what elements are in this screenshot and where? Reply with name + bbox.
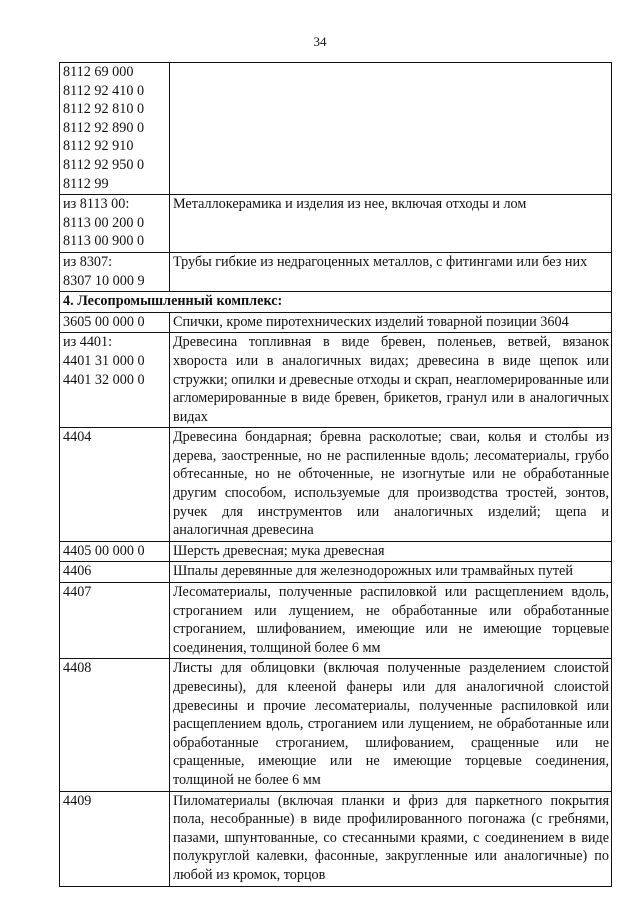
commodity-code: 4407	[63, 584, 92, 601]
description-cell: Трубы гибкие из недрагоценных металлов, с фитингами или без них	[170, 252, 612, 291]
table-row	[60, 312, 612, 333]
commodity-code: 8112 99	[63, 175, 109, 192]
commodity-code: 4408	[63, 660, 92, 677]
table-row	[60, 659, 612, 791]
section-heading: 4. Лесопромышленный комплекс:	[60, 292, 612, 313]
table-row	[60, 292, 612, 313]
commodity-code: 4409	[63, 792, 92, 809]
commodity-code: 4406	[63, 563, 92, 580]
table-row	[60, 541, 612, 562]
table-body	[60, 63, 612, 887]
commodity-code: 8113 00 200 0	[63, 214, 145, 231]
code-cell	[60, 791, 170, 886]
description-cell: Пиломатериалы (включая планки и фриз для паркетного покрытия пола, несобранные) в виде профилированного погонажа (с гребнями, пазами, шпунтованные, со стесанными краями, с соединением в виде полукруглой калевки, фасонные, закругленные или аналогичные) по любой из кромок, торцов	[170, 791, 612, 886]
table-row	[60, 791, 612, 886]
code-cell	[60, 583, 170, 659]
page-number: 34	[313, 34, 327, 49]
table-row	[60, 583, 612, 659]
code-cell	[60, 312, 170, 333]
commodity-code-table	[59, 62, 612, 887]
code-cell	[60, 252, 170, 291]
commodity-code: 8112 92 410 0	[63, 82, 145, 99]
table-row	[60, 562, 612, 583]
code-cell	[60, 195, 170, 253]
code-cell	[60, 428, 170, 542]
description-cell: Листы для облицовки (включая полученные разделением слоистой древесины), для клееной фанеры или для аналогичной слоистой древесины и прочие лесоматериалы, полученные распиловкой или расщеплением вдоль, строганием или лущением, не обработанные или обработанные строганием, шлифованием, сращенные или не сращенные, имеющие или не имеющие торцевые соединения, толщиной не более 6 мм	[170, 659, 612, 791]
commodity-code: 8112 92 810 0	[63, 101, 145, 118]
commodity-code: 8112 92 950 0	[63, 156, 145, 173]
code-cell	[60, 659, 170, 791]
description-cell: Древесина бондарная; бревна расколотые; сваи, колья и столбы из дерева, заостренные, но не распиленные вдоль; лесоматериалы, грубо обтесанные, но не обточенные, не изогнутые или не обработанные другим способом, используемые для производства тростей, зонтов, ручек для инструментов или аналогичных изделий; щепа и аналогичная древесина	[170, 428, 612, 542]
commodity-code: 8112 92 910	[63, 138, 134, 155]
commodity-code: из 4401:	[63, 334, 113, 351]
commodity-code: 4404	[63, 429, 92, 446]
description-cell: Металлокерамика и изделия из нее, включая отходы и лом	[170, 195, 612, 253]
description-cell: Древесина топливная в виде бревен, поленьев, ветвей, вязанок хвороста или в аналогичных видах; древесина в виде щепок или стружки; опилки и древесные отходы и скрап, неагломерированные или агломерированные в виде бревен, брикетов, гранул или в аналогичных видах	[170, 333, 612, 428]
table-row	[60, 428, 612, 542]
description-cell: Лесоматериалы, полученные распиловкой или расщеплением вдоль, строганием или лущением, не обработанные или обработанные строганием, шлифованием, имеющие или не имеющие торцевые соединения, толщиной более 6 мм	[170, 583, 612, 659]
code-cell	[60, 333, 170, 428]
commodity-code: 4401 31 000 0	[63, 352, 145, 369]
code-cell	[60, 541, 170, 562]
description-cell: Спички, кроме пиротехнических изделий товарной позиции 3604	[170, 312, 612, 333]
table-row	[60, 195, 612, 253]
description-cell: Шпалы деревянные для железнодорожных или трамвайных путей	[170, 562, 612, 583]
commodity-code: 8307 10 000 9	[63, 272, 145, 289]
commodity-code: из 8307:	[63, 253, 113, 270]
description-cell: Шерсть древесная; мука древесная	[170, 541, 612, 562]
commodity-code: из 8113 00:	[63, 196, 130, 213]
commodity-code: 8112 92 890 0	[63, 119, 145, 136]
commodity-code: 8112 69 000	[63, 64, 134, 80]
code-cell	[60, 63, 170, 195]
commodity-code: 4405 00 000 0	[63, 542, 145, 559]
code-cell	[60, 562, 170, 583]
commodity-code: 8113 00 900 0	[63, 233, 145, 250]
table-row	[60, 252, 612, 291]
description-cell	[170, 63, 612, 195]
commodity-code: 4401 32 000 0	[63, 371, 145, 388]
table-row	[60, 63, 612, 195]
table-row	[60, 333, 612, 428]
commodity-code: 3605 00 000 0	[63, 313, 145, 330]
